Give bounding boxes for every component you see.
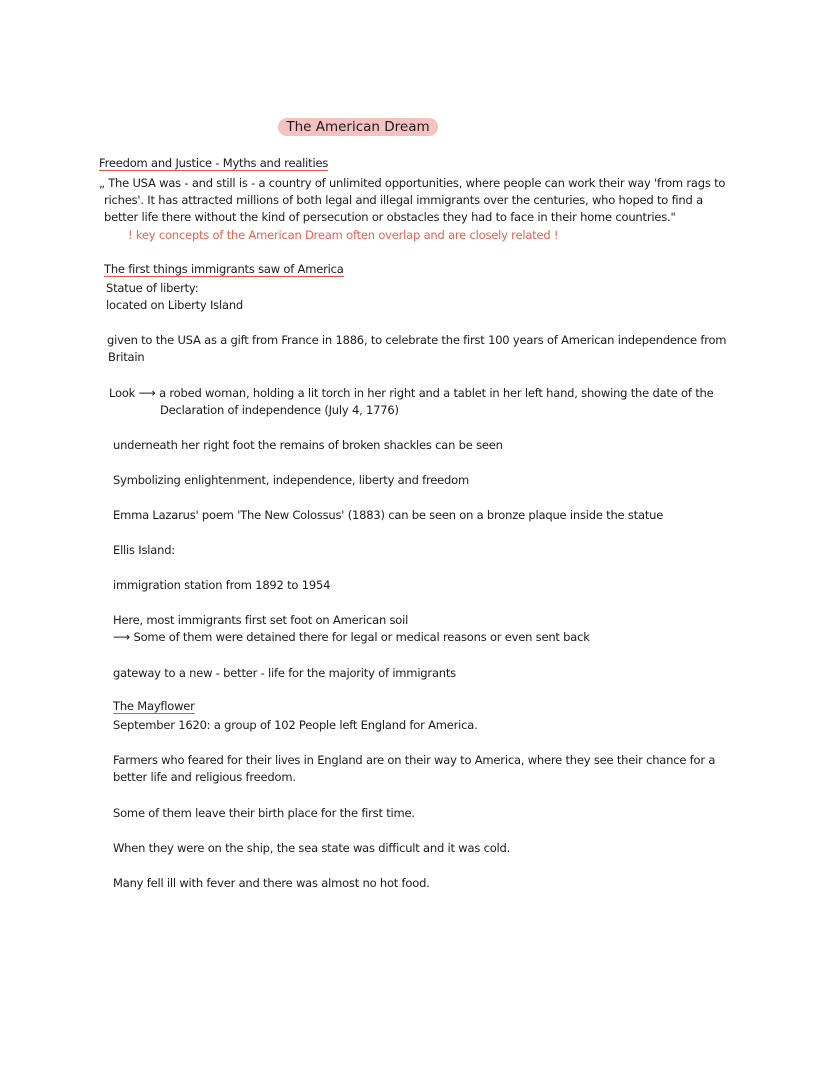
title-highlight: [278, 118, 438, 136]
gift-line-2: Britain: [108, 350, 145, 364]
fever-line: Many fell ill with fever and there was almost no hot food.: [113, 876, 430, 890]
farmers-line-2: better life and religious freedom.: [113, 770, 296, 784]
look-row: [109, 385, 713, 401]
look-line-1: a robed woman, holding a lit torch in her right and a tablet in her left hand, showing the date of the: [159, 386, 714, 400]
farmers-line-1: Farmers who feared for their lives in England are on their way to America, where they see their chance for a: [113, 753, 716, 767]
statue-label: Statue of liberty:: [106, 281, 199, 295]
quote-line-2: riches'. It has attracted millions of both legal and illegal immigrants over the centuries, who hoped to find a: [104, 193, 703, 207]
key-concepts-note: ! key concepts of the American Dream often overlap and are closely related !: [128, 228, 559, 242]
birthplace-line: Some of them leave their birth place for the first time.: [113, 806, 415, 820]
ellis-detained-row: [113, 629, 590, 645]
symbolizing-line: Symbolizing enlightenment, independence, liberty and freedom: [113, 473, 469, 487]
section-heading-freedom: Freedom and Justice - Myths and realities: [99, 156, 329, 170]
look-line-2: Declaration of independence (July 4, 1776): [160, 403, 399, 417]
shackles-line: underneath her right foot the remains of broken shackles can be seen: [113, 438, 503, 452]
lazarus-line: Emma Lazarus' poem 'The New Colossus' (1883) can be seen on a bronze plaque inside the statue: [113, 508, 664, 522]
ellis-detained: Some of them were detained there for legal or medical reasons or even sent back: [133, 630, 590, 644]
gateway-line: gateway to a new - better - life for the majority of immigrants: [113, 666, 456, 680]
ellis-station: immigration station from 1892 to 1954: [113, 578, 331, 592]
section-heading-mayflower: The Mayflower: [113, 699, 195, 713]
look-label: Look: [109, 386, 136, 400]
right-arrow-icon: ⟶: [113, 630, 131, 644]
ellis-foot: Here, most immigrants first set foot on American soil: [113, 613, 409, 627]
ellis-label: Ellis Island:: [113, 543, 175, 557]
quote-line-3: better life there without the kind of persecution or obstacles they had to face in their home countries.": [104, 210, 676, 224]
ship-line: When they were on the ship, the sea state was difficult and it was cold.: [113, 841, 511, 855]
right-arrow-icon: ⟶: [138, 386, 156, 400]
quote-line-1: „ The USA was - and still is - a country of unlimited opportunities, where people can work their way 'from rags to: [99, 176, 726, 190]
page-title: The American Dream: [286, 119, 430, 135]
statue-location: located on Liberty Island: [106, 298, 244, 312]
section-heading-first-things: The first things immigrants saw of America: [104, 262, 344, 276]
september-line: September 1620: a group of 102 People left England for America.: [113, 718, 478, 732]
gift-line-1: given to the USA as a gift from France in 1886, to celebrate the first 100 years of American independence from: [107, 333, 727, 347]
